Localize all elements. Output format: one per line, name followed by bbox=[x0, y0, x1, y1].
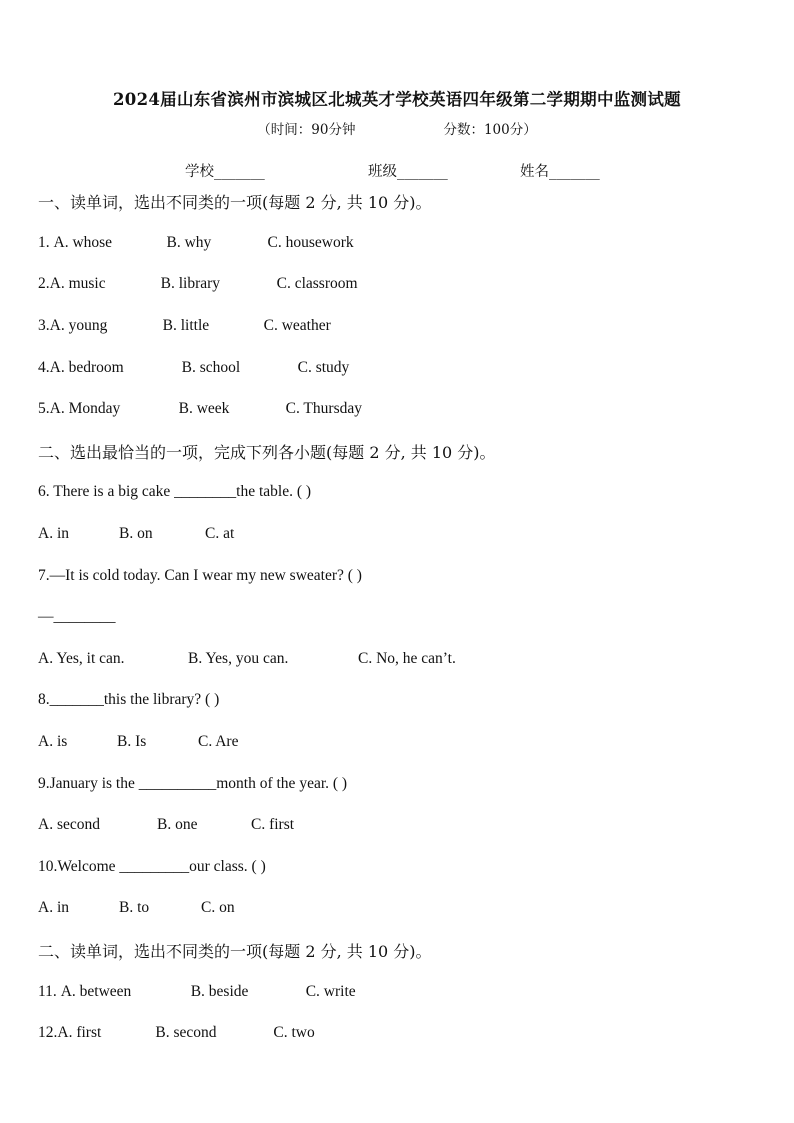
option-a[interactable]: A. between bbox=[60, 983, 132, 1000]
question-number: 1. bbox=[38, 234, 54, 251]
question-7-options bbox=[38, 650, 456, 668]
option-b[interactable]: B. Is bbox=[117, 733, 147, 750]
option-b[interactable]: B. school bbox=[181, 359, 241, 376]
option-c[interactable]: C. two bbox=[273, 1024, 315, 1041]
question-9-options bbox=[38, 816, 294, 834]
option-a[interactable]: A. music bbox=[49, 275, 106, 292]
name-field[interactable]: 姓名_______ bbox=[520, 164, 600, 180]
option-a[interactable]: A. in bbox=[38, 899, 69, 916]
question-6-text: 6. There is a big cake ________the table. ( ) bbox=[38, 483, 312, 500]
class-field[interactable]: 班级_______ bbox=[368, 164, 448, 180]
option-b[interactable]: B. beside bbox=[190, 983, 249, 1000]
question-2 bbox=[38, 275, 358, 293]
option-c[interactable]: C. at bbox=[205, 525, 235, 542]
section-1-heading: 一、读单词，选出不同类的一项(每题 2 分, 共 10 分)。 bbox=[38, 193, 432, 212]
question-number: 5. bbox=[38, 400, 50, 417]
option-c[interactable]: C. write bbox=[305, 983, 356, 1000]
question-number: 2. bbox=[38, 275, 50, 292]
question-number: 11. bbox=[38, 983, 61, 1000]
option-c[interactable]: C. No, he can’t. bbox=[358, 650, 456, 667]
option-b[interactable]: B. Yes, you can. bbox=[188, 650, 289, 667]
question-7-text: 7.—It is cold today. Can I wear my new sweater? ( ) bbox=[38, 567, 362, 584]
question-number: 3. bbox=[38, 317, 50, 334]
question-10-options bbox=[38, 899, 235, 917]
option-a[interactable]: A. second bbox=[38, 816, 100, 833]
exam-subtitle bbox=[0, 118, 794, 138]
option-c[interactable]: C. Are bbox=[198, 733, 239, 750]
question-11 bbox=[38, 983, 356, 1001]
section-3-heading: 二、读单词，选出不同类的一项(每题 2 分, 共 10 分)。 bbox=[38, 942, 432, 961]
question-3 bbox=[38, 317, 331, 335]
option-a[interactable]: A. Monday bbox=[49, 400, 121, 417]
school-field[interactable]: 学校_______ bbox=[185, 164, 265, 180]
option-c[interactable]: C. on bbox=[201, 899, 235, 916]
option-a[interactable]: A. bedroom bbox=[49, 359, 124, 376]
option-b[interactable]: B. week bbox=[178, 400, 230, 417]
question-9-text: 9.January is the __________month of the year. ( ) bbox=[38, 775, 348, 792]
option-b[interactable]: B. little bbox=[162, 317, 210, 334]
option-a[interactable]: A. Yes, it can. bbox=[38, 650, 125, 667]
question-1 bbox=[38, 234, 354, 252]
option-a[interactable]: A. first bbox=[57, 1024, 102, 1041]
option-c[interactable]: C. weather bbox=[263, 317, 331, 334]
question-8-text: 8._______this the library? ( ) bbox=[38, 691, 220, 708]
question-number: 12. bbox=[38, 1024, 58, 1041]
question-4 bbox=[38, 359, 349, 377]
question-7-answer-line[interactable]: —________ bbox=[38, 608, 116, 625]
option-b[interactable]: B. library bbox=[160, 275, 221, 292]
option-c[interactable]: C. classroom bbox=[276, 275, 358, 292]
question-12 bbox=[38, 1024, 315, 1042]
option-a[interactable]: A. whose bbox=[53, 234, 113, 251]
question-number: 4. bbox=[38, 359, 50, 376]
option-a[interactable]: A. in bbox=[38, 525, 69, 542]
question-5 bbox=[38, 400, 362, 418]
option-b[interactable]: B. one bbox=[157, 816, 198, 833]
question-10-text: 10.Welcome _________our class. ( ) bbox=[38, 858, 266, 875]
option-a[interactable]: A. young bbox=[49, 317, 108, 334]
question-8-options bbox=[38, 733, 238, 751]
option-b[interactable]: B. second bbox=[155, 1024, 217, 1041]
time-limit: （时间：90分钟 bbox=[257, 122, 356, 138]
exam-title: 2024届山东省滨州市滨城区北城英才学校英语四年级第二学期期中监测试题 bbox=[113, 90, 681, 109]
section-2-heading: 二、选出最恰当的一项，完成下列各小题(每题 2 分, 共 10 分)。 bbox=[38, 443, 496, 462]
option-b[interactable]: B. on bbox=[119, 525, 153, 542]
question-6-options bbox=[38, 525, 234, 543]
option-c[interactable]: C. first bbox=[251, 816, 295, 833]
option-b[interactable]: B. why bbox=[166, 234, 212, 251]
option-c[interactable]: C. Thursday bbox=[285, 400, 362, 417]
option-b[interactable]: B. to bbox=[119, 899, 150, 916]
option-c[interactable]: C. study bbox=[297, 359, 350, 376]
option-c[interactable]: C. housework bbox=[267, 234, 354, 251]
total-score: 分数：100分） bbox=[443, 122, 537, 138]
option-a[interactable]: A. is bbox=[38, 733, 68, 750]
